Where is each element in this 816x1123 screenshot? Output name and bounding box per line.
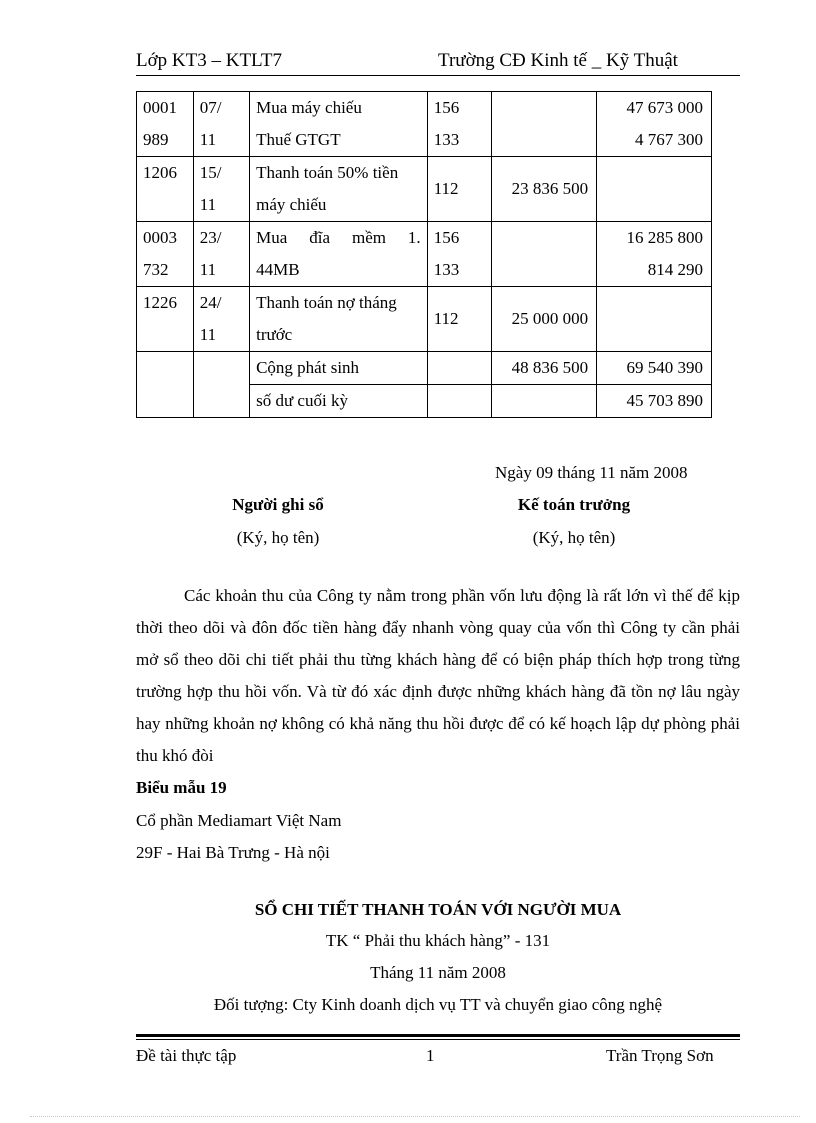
credit-cell (597, 157, 712, 222)
header-rule (136, 75, 740, 76)
date-cell: 07/ 11 (193, 92, 249, 157)
total-debit: 48 836 500 (491, 352, 596, 385)
account-cell: 112 (427, 157, 491, 222)
ledger-subject: Đối tượng: Cty Kinh doanh dịch vụ TT và chuyển giao công nghệ (213, 995, 663, 1014)
ledger-period: Tháng 11 năm 2008 (370, 963, 506, 982)
date-cell: 15/ 11 (193, 157, 249, 222)
credit-cell: 47 673 000 4 767 300 (597, 92, 712, 157)
empty-cell (427, 352, 491, 385)
footer-rule-thick (136, 1034, 740, 1037)
description-cell: Mua đĩa mềm 1. 44MB (250, 222, 428, 287)
account-cell: 156 133 (427, 222, 491, 287)
signature-date: Ngày 09 tháng 11 năm 2008 (495, 463, 688, 482)
chief-accountant-title: Kế toán trưởng (517, 495, 631, 514)
voucher-no-cell: 1226 (137, 287, 194, 352)
header-school: Trường CĐ Kinh tế _ Kỹ Thuật (438, 50, 678, 71)
account-cell: 156 133 (427, 92, 491, 157)
voucher-no-cell: 1206 (137, 157, 194, 222)
debit-cell: 23 836 500 (491, 157, 596, 222)
debit-cell: 25 000 000 (491, 287, 596, 352)
description-cell: Thanh toán 50% tiền máy chiếu (250, 157, 428, 222)
recorder-title: Người ghi sổ (232, 495, 324, 514)
table-row (137, 287, 712, 352)
ledger-account: TK “ Phải thu khách hàng” - 131 (325, 931, 551, 950)
ledger-table (136, 91, 712, 418)
ledger-title: SỔ CHI TIẾT THANH TOÁN VỚI NGƯỜI MUA (254, 900, 622, 919)
description-cell: Thanh toán nợ tháng trước (250, 287, 428, 352)
form-label: Biểu mẫu 19 (136, 778, 227, 797)
total-row (137, 352, 712, 385)
date-cell: 23/ 11 (193, 222, 249, 287)
empty-cell (427, 385, 491, 418)
company-name: Cổ phần Mediamart Việt Nam (136, 811, 342, 830)
account-cell: 112 (427, 287, 491, 352)
total-credit: 69 540 390 (597, 352, 712, 385)
closing-label: số dư cuối kỳ (250, 385, 428, 418)
date-cell: 24/ 11 (193, 287, 249, 352)
header-class: Lớp KT3 – KTLT7 (136, 50, 283, 71)
empty-cell (137, 352, 194, 418)
credit-cell (597, 287, 712, 352)
description-cell: Mua máy chiếu Thuế GTGT (250, 92, 428, 157)
total-label: Cộng phát sinh (250, 352, 428, 385)
voucher-no-cell: 0001 989 (137, 92, 194, 157)
footer-author: Trần Trọng Sơn (606, 1046, 714, 1065)
footer-rule-thin (136, 1039, 740, 1040)
table-row (137, 222, 712, 287)
debit-cell (491, 92, 596, 157)
credit-cell: 16 285 800 814 290 (597, 222, 712, 287)
company-address: 29F - Hai Bà Trưng - Hà nội (136, 843, 330, 862)
page-number: 1 (426, 1046, 435, 1065)
table-row (137, 92, 712, 157)
empty-cell (491, 385, 596, 418)
empty-cell (193, 352, 249, 418)
table-row (137, 157, 712, 222)
debit-cell (491, 222, 596, 287)
paragraph-text: Các khoản thu của Công ty nằm trong phần vốn lưu động là rất lớn vì thế để kịp thời theo dõi và đôn đốc tiền hàng đẩy nhanh vòng quay của vốn thì Công ty cần phải mở sổ theo dõi chi tiết phải thu từng khách hàng để có biện pháp thích hợp trong từng trường hợp thu hồi vốn. Và từ đó xác định được những khách hàng đã tồn nợ lâu ngày hay những khoản nợ không có khả năng thu hồi được để có kế hoạch lập dự phòng phải thu khó đòi (136, 586, 740, 765)
page-edge (30, 1116, 800, 1117)
closing-credit: 45 703 890 (597, 385, 712, 418)
recorder-note: (Ký, họ tên) (236, 528, 320, 547)
footer-topic: Đề tài thực tập (136, 1046, 237, 1065)
body-paragraph (136, 580, 740, 772)
voucher-no-cell: 0003 732 (137, 222, 194, 287)
chief-accountant-note: (Ký, họ tên) (532, 528, 616, 547)
